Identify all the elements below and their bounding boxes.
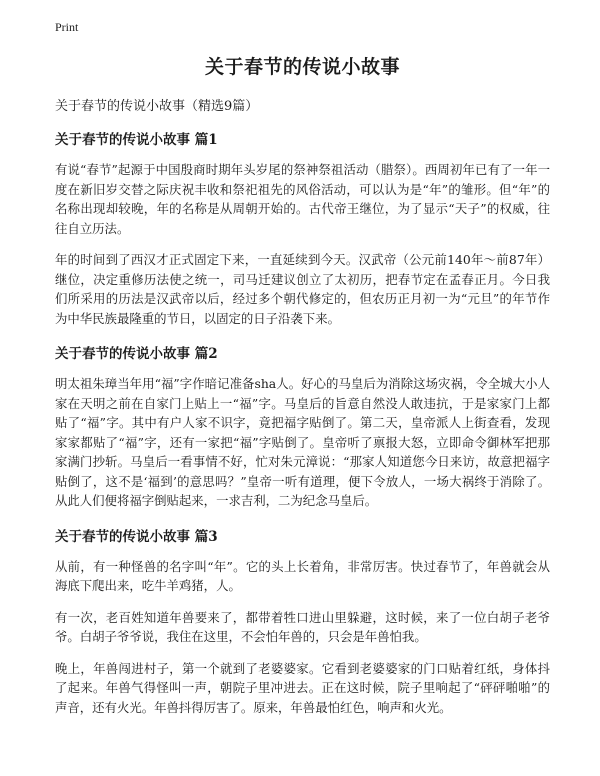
print-link[interactable]: Print bbox=[55, 20, 79, 34]
section-heading-1: 关于春节的传说小故事 篇1 bbox=[55, 132, 218, 148]
document-page bbox=[55, 52, 550, 729]
section-3-paragraph-3: 晚上，年兽闯进村子，第一个就到了老婆婆家。它看到老婆婆家的门口贴着红纸，身体抖了起来。年兽气得怪叫一声，朝院子里冲进去。正在这时候，院子里响起了“砰砰啪啪”的声音，还有火光。年兽抖得厉害了。原来，年兽最怕红色，响声和火光。 bbox=[55, 660, 550, 715]
document-title: 关于春节的传说小故事 bbox=[204, 56, 400, 78]
section-heading-2: 关于春节的传说小故事 篇2 bbox=[55, 346, 218, 362]
section-2-paragraph-1: 明太祖朱璋当年用“福”字作暗记准备sha人。好心的马皇后为消除这场灾祸，令全城大小人家在天明之前在自家门上贴上一“福”字。马皇后的旨意自然没人敢违抗，于是家家门上都贴了“福”字。其中有户人家不识字，竟把福字贴倒了。第二天，皇帝派人上街查看，发现家家都贴了“福”字，还有一家把“福”字贴倒了。皇帝听了禀报大怒，立即命令御林军把那家满门抄斩。马皇后一看事情不好，忙对朱元漳说：“那家人知道您今日来访，故意把福字贴倒了，这不是‘福到’的意思吗？”皇帝一听有道理，便下令放人，一场大祸终于消除了。从此人们便将福字倒贴起来，一求吉利，二为纪念马皇后。 bbox=[55, 376, 550, 508]
section-3-paragraph-1: 从前，有一种怪兽的名字叫“年”。它的头上长着角，非常厉害。快过春节了，年兽就会从海底下爬出来，吃牛羊鸡猪，人。 bbox=[55, 558, 550, 593]
section-1-paragraph-2: 年的时间到了西汉才正式固定下来，一直延续到今天。汉武帝（公元前140年～前87年）继位，决定重修历法使之统一，司马迁建议创立了太初历，把春节定在孟春正月。今日我们所采用的历法是汉武帝以后，经过多个朝代修定的，但农历正月初一为“元旦”的年节作为中华民族最隆重的节日，以固定的日子沿袭下来。 bbox=[55, 252, 550, 326]
section-heading-3: 关于春节的传说小故事 篇3 bbox=[55, 528, 218, 545]
section-3-paragraph-2: 有一次，老百姓知道年兽要来了，都带着牲口进山里躲避，这时候，来了一位白胡子老爷爷。白胡子爷爷说，我住在这里，不会怕年兽的，只会是年兽怕我。 bbox=[55, 609, 550, 644]
document-subtitle: 关于春节的传说小故事（精选9篇） bbox=[55, 99, 259, 114]
section-1-paragraph-1: 有说“春节”起源于中国殷商时期年头岁尾的祭神祭祖活动（腊祭）。西周初年已有了一年一度在新旧岁交替之际庆祝丰收和祭祀祖先的风俗活动，可以认为是“年”的雏形。但“年”的 名称出现却较晚，年的名称是从周朝开始的。古代帝王继位，为了显示“天子”的权威，往往自立历法。 bbox=[55, 162, 550, 236]
